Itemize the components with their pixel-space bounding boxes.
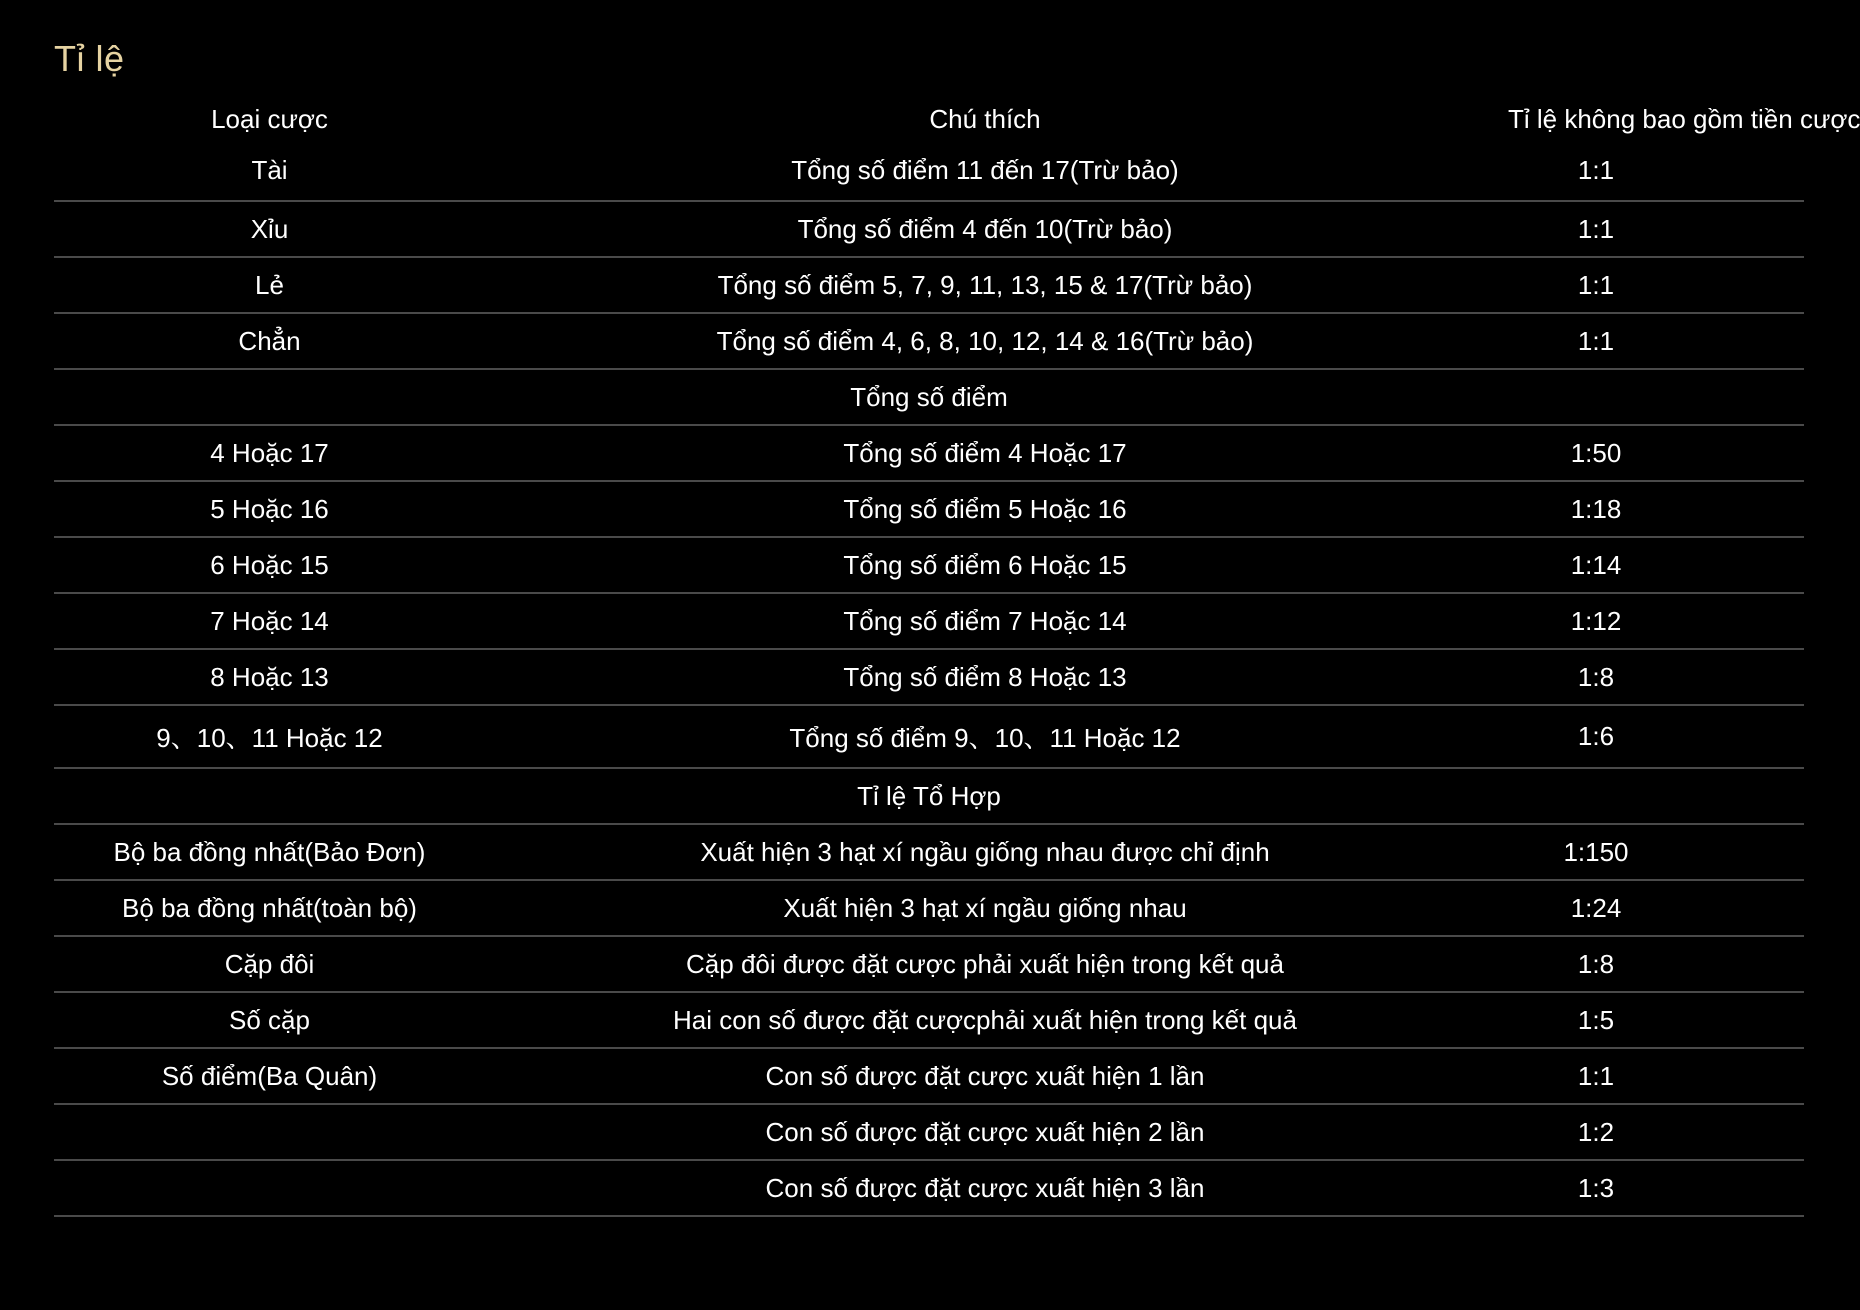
- table-row: [54, 1104, 1804, 1160]
- bet-type-cell: 5 Hoặc 16: [54, 481, 485, 537]
- bet-type-cell: Bộ ba đồng nhất(Bảo Đơn): [54, 824, 485, 880]
- odds-cell: [1485, 537, 1804, 593]
- odds-cell: [1485, 425, 1804, 481]
- odds-value: 1:24: [1570, 892, 1622, 923]
- description-cell: Tổng số điểm 4 đến 10(Trừ bảo): [485, 201, 1485, 257]
- odds-cell: [1485, 1104, 1804, 1160]
- odds-value: 1:18: [1570, 493, 1622, 524]
- odds-cell: [1485, 201, 1804, 257]
- odds-value: 1:150: [1563, 836, 1629, 867]
- odds-value: 1:8: [1577, 948, 1615, 979]
- odds-cell: [1485, 313, 1804, 369]
- odds-value: 1:1: [1577, 213, 1615, 244]
- table-row: [54, 705, 1804, 768]
- table-row: [54, 425, 1804, 481]
- header-description: Chú thích: [929, 103, 1041, 134]
- odds-value: 1:1: [1577, 325, 1615, 356]
- bet-type-cell: Cặp đôi: [54, 936, 485, 992]
- table-row: [54, 257, 1804, 313]
- bet-type-cell: Tài: [54, 140, 485, 201]
- odds-value: 1:8: [1577, 661, 1615, 692]
- bet-type-cell: 8 Hoặc 13: [54, 649, 485, 705]
- table-row: [54, 936, 1804, 992]
- odds-value: 1:12: [1570, 605, 1622, 636]
- bet-type-cell: 6 Hoặc 15: [54, 537, 485, 593]
- page-title: Tỉ lệ: [54, 38, 125, 79]
- odds-cell: [1485, 992, 1804, 1048]
- table-header-row: [54, 98, 1804, 140]
- description-cell: Tổng số điểm 7 Hoặc 14: [485, 593, 1485, 649]
- odds-cell: [1485, 481, 1804, 537]
- odds-cell: [1485, 880, 1804, 936]
- description-cell: Tổng số điểm 4 Hoặc 17: [485, 425, 1485, 481]
- odds-value: 1:14: [1570, 549, 1622, 580]
- section-row-total-points: [54, 369, 1804, 425]
- description-cell: Tổng số điểm 6 Hoặc 15: [485, 537, 1485, 593]
- table-row: [54, 593, 1804, 649]
- odds-cell: [1485, 140, 1804, 201]
- odds-cell: [1485, 593, 1804, 649]
- table-row: [54, 1048, 1804, 1104]
- odds-value: 1:5: [1577, 1004, 1615, 1035]
- table-row: [54, 313, 1804, 369]
- table-row: [54, 1160, 1804, 1216]
- odds-value: 1:3: [1577, 1172, 1615, 1203]
- table-row: [54, 140, 1804, 201]
- description-cell: Tổng số điểm 11 đến 17(Trừ bảo): [485, 140, 1485, 201]
- section-row-combination: [54, 768, 1804, 824]
- description-cell: Hai con số được đặt cượcphải xuất hiện trong kết quả: [485, 992, 1485, 1048]
- odds-cell: [1485, 705, 1804, 768]
- description-cell: Con số được đặt cược xuất hiện 3 lần: [485, 1160, 1485, 1216]
- bet-type-cell: Chẳn: [54, 313, 485, 369]
- odds-cell: [1485, 1160, 1804, 1216]
- table-row: [54, 481, 1804, 537]
- bet-type-cell: [54, 1104, 485, 1160]
- odds-cell: [1485, 824, 1804, 880]
- description-cell: Tổng số điểm 5, 7, 9, 11, 13, 15 & 17(Trừ bảo): [485, 257, 1485, 313]
- bet-type-cell: Lẻ: [54, 257, 485, 313]
- table-row: [54, 824, 1804, 880]
- table-row: [54, 880, 1804, 936]
- bet-type-cell: 9、10、11 Hoặc 12: [54, 705, 485, 768]
- bet-type-cell: Số điểm(Ba Quân): [54, 1048, 485, 1104]
- odds-cell: [1485, 1048, 1804, 1104]
- odds-value: 1:2: [1577, 1116, 1615, 1147]
- bet-type-cell: Bộ ba đồng nhất(toàn bộ): [54, 880, 485, 936]
- odds-value: 1:6: [1577, 721, 1615, 751]
- description-cell: Con số được đặt cược xuất hiện 2 lần: [485, 1104, 1485, 1160]
- odds-value: 1:1: [1577, 154, 1615, 185]
- description-cell: Cặp đôi được đặt cược phải xuất hiện trong kết quả: [485, 936, 1485, 992]
- description-cell: Tổng số điểm 9、10、11 Hoặc 12: [485, 705, 1485, 768]
- odds-value: 1:50: [1570, 437, 1622, 468]
- section-heading-text: Tổng số điểm: [850, 381, 1008, 412]
- description-cell: Tổng số điểm 8 Hoặc 13: [485, 649, 1485, 705]
- odds-cell: [1485, 936, 1804, 992]
- section-heading-text: Tỉ lệ Tổ Hợp: [857, 780, 1001, 811]
- table-row: [54, 992, 1804, 1048]
- description-cell: Tổng số điểm 5 Hoặc 16: [485, 481, 1485, 537]
- odds-value: 1:1: [1577, 1060, 1615, 1091]
- odds-table: [54, 98, 1860, 1217]
- odds-cell: [1485, 257, 1804, 313]
- description-cell: Xuất hiện 3 hạt xí ngầu giống nhau được chỉ định: [485, 824, 1485, 880]
- description-cell: Tổng số điểm 4, 6, 8, 10, 12, 14 & 16(Trừ bảo): [485, 313, 1485, 369]
- table-row: [54, 201, 1804, 257]
- header-bet-type: Loại cược: [211, 103, 328, 134]
- bet-type-cell: Số cặp: [54, 992, 485, 1048]
- header-odds: Tỉ lệ không bao gồm tiền cược: [1508, 103, 1860, 134]
- table-row: [54, 649, 1804, 705]
- bet-type-cell: 4 Hoặc 17: [54, 425, 485, 481]
- odds-cell: [1485, 649, 1804, 705]
- section-heading: [54, 369, 1804, 425]
- description-cell: Xuất hiện 3 hạt xí ngầu giống nhau: [485, 880, 1485, 936]
- description-cell: Con số được đặt cược xuất hiện 1 lần: [485, 1048, 1485, 1104]
- table-row: [54, 537, 1804, 593]
- bet-type-cell: 7 Hoặc 14: [54, 593, 485, 649]
- section-heading: [54, 768, 1804, 824]
- odds-value: 1:1: [1577, 269, 1615, 300]
- bet-type-cell: [54, 1160, 485, 1216]
- bet-type-cell: Xỉu: [54, 201, 485, 257]
